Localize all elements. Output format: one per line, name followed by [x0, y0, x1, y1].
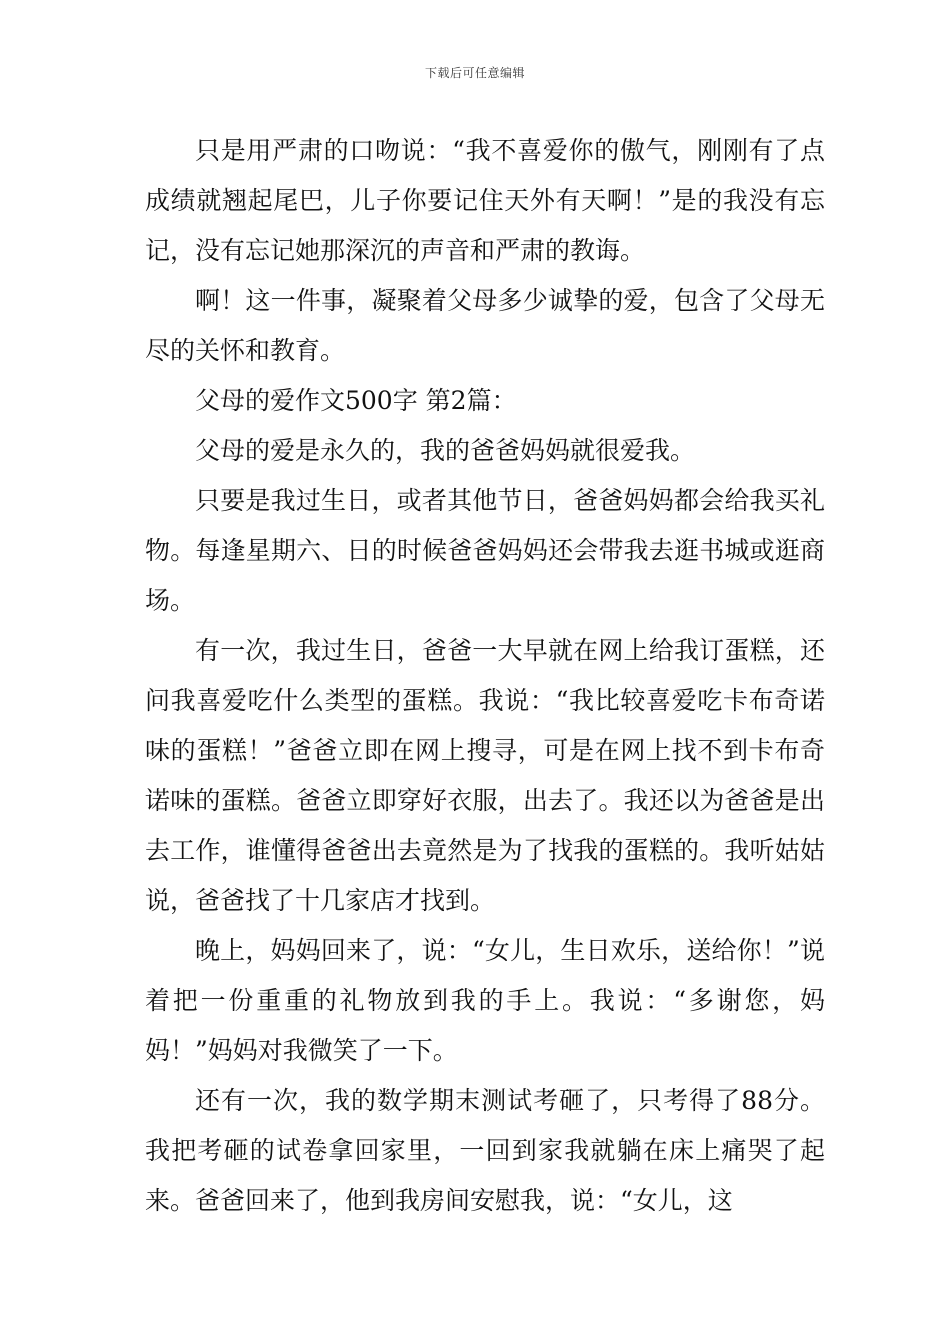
paragraph-2: 啊！这一件事，凝聚着父母多少诚挚的爱，包含了父母无尽的关怀和教育。: [145, 286, 825, 365]
paragraph-4: 只要是我过生日，或者其他节日，爸爸妈妈都会给我买礼物。每逢星期六、日的时候爸爸妈妈还会带我去逛书城或逛商场。: [145, 486, 825, 615]
article-body: [145, 126, 825, 1226]
paragraph-3: 父母的爱是永久的，我的爸爸妈妈就很爱我。: [195, 436, 696, 465]
paragraph-6: 晚上，妈妈回来了，说：“女儿，生日欢乐，送给你！”说着把一份重重的礼物放到我的手上。我说：“多谢您，妈妈！”妈妈对我微笑了一下。: [145, 936, 825, 1065]
paragraph-1: 只是用严肃的口吻说：“我不喜爱你的傲气，刚刚有了点成绩就翘起尾巴，儿子你要记住天外有天啊！”是的我没有忘记，没有忘记她那深沉的声音和严肃的教诲。: [145, 136, 825, 265]
page-header: 下载后可任意编辑: [424, 66, 525, 80]
section-heading: 父母的爱作文500字 第2篇：: [195, 386, 517, 415]
paragraph-7: 还有一次，我的数学期末测试考砸了，只考得了88分。我把考砸的试卷拿回家里，一回到家我就躺在床上痛哭了起来。爸爸回来了，他到我房间安慰我，说：“女儿，这: [145, 1086, 825, 1215]
paragraph-5: 有一次，我过生日，爸爸一大早就在网上给我订蛋糕，还问我喜爱吃什么类型的蛋糕。我说：“我比较喜爱吃卡布奇诺味的蛋糕！”爸爸立即在网上搜寻，可是在网上找不到卡布奇诺味的蛋糕。爸爸立即穿好衣服，出去了。我还以为爸爸是出去工作，谁懂得爸爸出去竟然是为了找我的蛋糕的。我听姑姑说，爸爸找了十几家店才找到。: [145, 636, 825, 915]
